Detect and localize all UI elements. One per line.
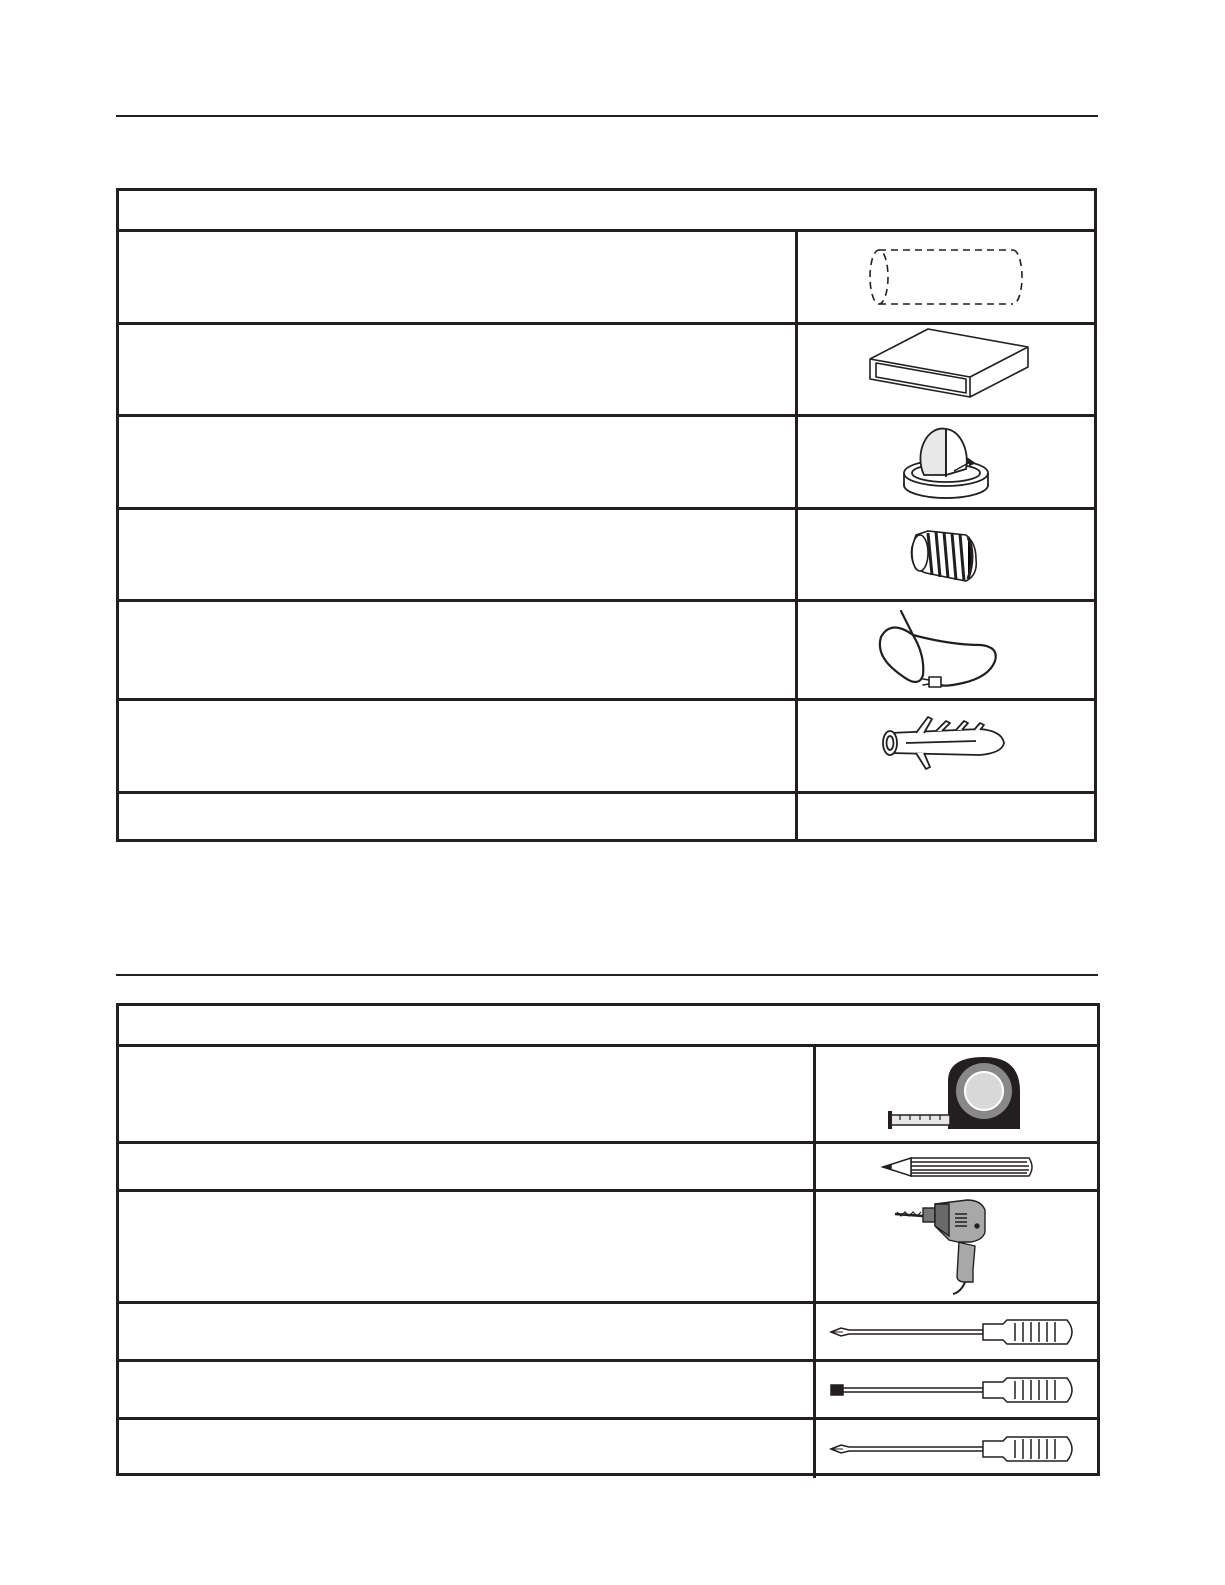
wall-anchor-icon: [876, 711, 1016, 781]
row-description: [119, 701, 795, 791]
table-row: [119, 1362, 1097, 1420]
parts-table: [116, 188, 1097, 842]
top-rule: [116, 115, 1098, 117]
table-row: [119, 417, 1094, 510]
table-row: [119, 325, 1094, 417]
row-description: [119, 232, 795, 322]
row-description: [119, 794, 795, 842]
table-row: [119, 794, 1094, 842]
pencil-icon: [877, 1152, 1037, 1182]
row-description: [119, 417, 795, 507]
table-row: [119, 701, 1094, 794]
row-description: [119, 1420, 813, 1478]
damper-icon: [896, 419, 996, 505]
screwdriver-icon: [827, 1429, 1087, 1469]
row-description: [119, 510, 795, 599]
section-rule: [116, 974, 1098, 976]
table-row: [119, 232, 1094, 325]
wire-nut-icon: [906, 525, 986, 585]
row-description: [119, 602, 795, 698]
phillips-screwdriver-icon: [827, 1312, 1087, 1352]
row-description: [119, 1192, 813, 1301]
round-duct-icon: [861, 242, 1031, 312]
table-row: [119, 1047, 1097, 1144]
power-cord-icon: [871, 605, 1021, 695]
row-description: [119, 1304, 813, 1359]
table-row: [119, 1144, 1097, 1192]
torx-screwdriver-icon: [827, 1370, 1087, 1410]
drill-icon: [887, 1196, 1027, 1298]
row-description: [119, 1144, 813, 1189]
row-description: [119, 1047, 813, 1141]
tools-table: [116, 1003, 1100, 1476]
table-row: [119, 1192, 1097, 1304]
parts-table-header: [119, 191, 1094, 232]
table-row: [119, 602, 1094, 701]
row-description: [119, 325, 795, 414]
row-description: [119, 1362, 813, 1417]
table-row: [119, 1420, 1097, 1478]
table-row: [119, 510, 1094, 602]
tape-measure-icon: [882, 1051, 1032, 1137]
table-row: [119, 1304, 1097, 1362]
rectangular-duct-icon: [856, 325, 1036, 415]
tools-table-header: [119, 1006, 1097, 1047]
